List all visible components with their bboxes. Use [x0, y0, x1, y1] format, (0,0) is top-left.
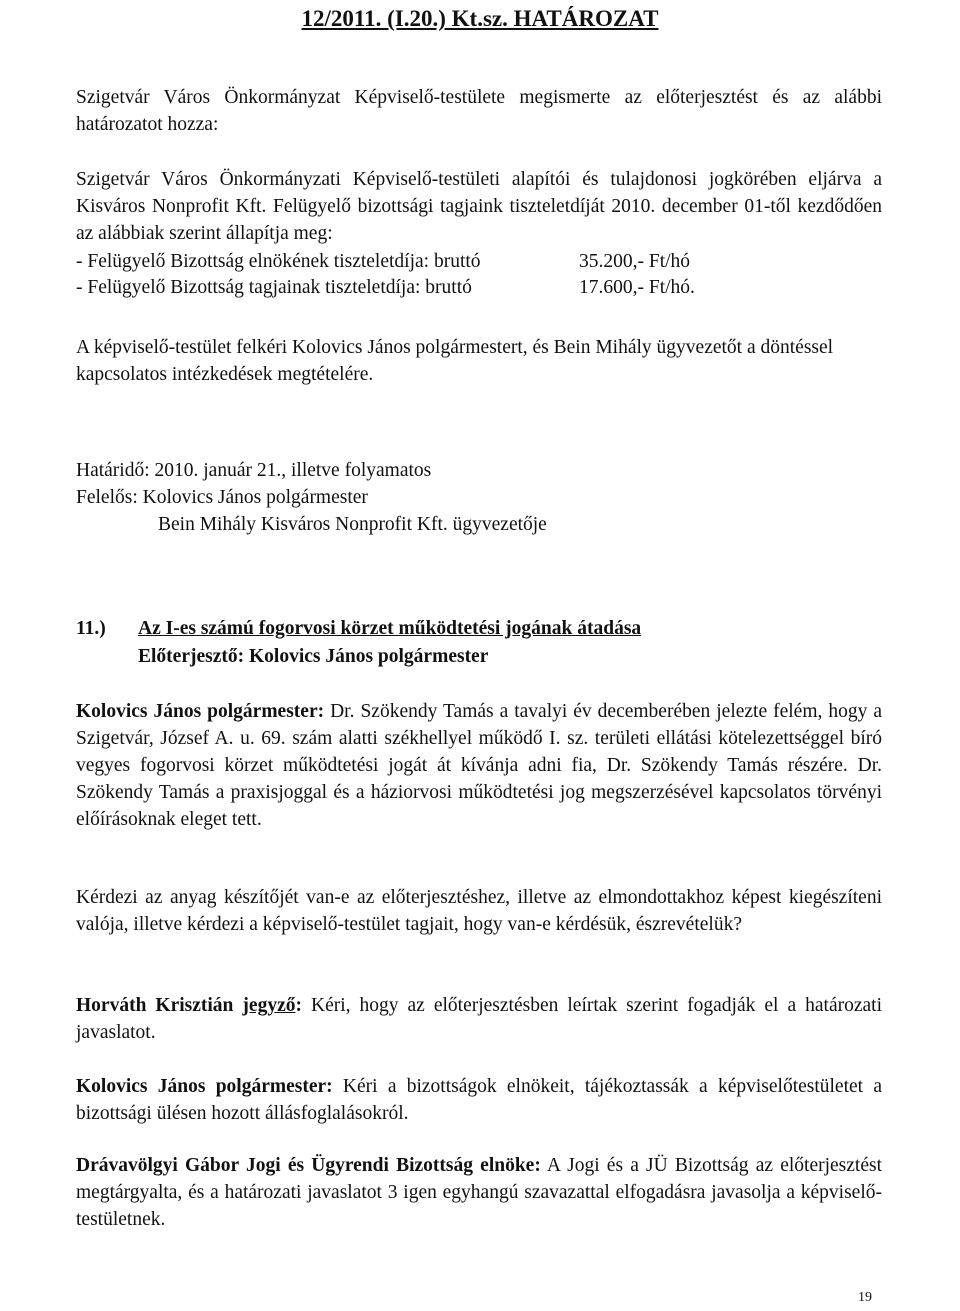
speech-text: Kérdezi az anyag készítőjét van-e az előterjesztéshez, illetve az elmondottakhoz képest kiegészíteni valója, illetve kérdezi a képviselő-testület tagjait, hogy van-e kérdésük, észrevételük? [76, 887, 882, 935]
resolution-body: Szigetvár Város Önkormányzati Képviselő-testületi alapítói és tulajdonosi jogkörében eljárva a Kisváros Nonprofit Kft. Felügyelő bizottsági tagjaink tiszteletdíját 2010. december 01-től kezdődően az alábbiak szerint állapítja meg: [76, 169, 882, 244]
speaker-name: Drávavölgyi Gábor Jogi és Ügyrendi Bizottság elnöke: [76, 1155, 541, 1176]
resolution-request: A képviselő-testület felkéri Kolovics János polgármestert, és Bein Mihály ügyvezetőt a döntéssel kapcsolatos intézkedések megtételére. [76, 337, 834, 385]
fee-amount: 35.200,- Ft/hó [579, 251, 691, 272]
speaker-name: Kolovics János polgármester: [76, 701, 325, 722]
fee-label: - Felügyelő Bizottság elnökének tiszteletdíja: bruttó [76, 251, 481, 272]
speech-paragraph [76, 992, 882, 1046]
speaker-name: Horváth Krisztián jegyző: [76, 995, 302, 1016]
resolution-intro: Szigetvár Város Önkormányzat Képviselő-testülete megismerte az előterjesztést és az alábbi határozatot hozza: [76, 87, 882, 135]
speech-text: Dr. Szökendy Tamás a tavalyi év decemberében jelezte felém, hogy a Szigetvár, József A. u. 69. szám alatti székhellyel működő I. sz. területi ellátási kötelezettséggel bíró vegyes fogorvosi körzet működtetési jogát át kívánja adni fia, Dr. Szökendy Tamás részére. Dr. Szökendy Tamás a praxisjoggal és a háziorvosi működtetési jog megszerzésével kapcsolatos törvényi előírásoknak eleget tett. [76, 701, 882, 830]
speech-paragraph [76, 698, 882, 833]
responsible-second: Bein Mihály Kisváros Nonprofit Kft. ügyvezetője [158, 514, 547, 535]
fee-row-members [76, 274, 882, 301]
section-presenter: Előterjesztő: Kolovics János polgármester [138, 646, 489, 667]
speech-paragraph [76, 1152, 882, 1233]
deadline: Határidő: 2010. január 21., illetve folyamatos [76, 460, 432, 481]
speech-text: Kéri, hogy az előterjesztésben leírtak szerint fogadják el a határozati javaslatot. [76, 995, 882, 1043]
speech-text: A Jogi és a JÜ Bizottság az előterjesztést megtárgyalta, és a határozati javaslatot 3 igen egyhangú szavazattal elfogadásra javasolja a képviselő-testületnek. [76, 1155, 882, 1230]
fee-label: - Felügyelő Bizottság tagjainak tiszteletdíja: bruttó [76, 277, 472, 298]
section-title: Az I-es számú fogorvosi körzet működtetési jogának átadása [138, 618, 642, 639]
speaker-name: Kolovics János polgármester: [76, 1076, 333, 1097]
fee-amount: 17.600,- Ft/hó. [579, 277, 695, 298]
speech-paragraph [76, 1073, 882, 1127]
resolution-title: 12/2011. (I.20.) Kt.sz. HATÁROZAT [301, 6, 659, 31]
section-number: 11.) [76, 618, 106, 639]
responsible: Felelős: Kolovics János polgármester [76, 487, 368, 508]
page-number: 19 [858, 1290, 872, 1305]
fee-row-chair [76, 248, 882, 275]
speech-paragraph [76, 884, 882, 938]
speech-text: Kéri a bizottságok elnökeit, tájékoztassák a képviselőtestületet a bizottsági ülésen hozott állásfoglalásokról. [76, 1076, 882, 1124]
